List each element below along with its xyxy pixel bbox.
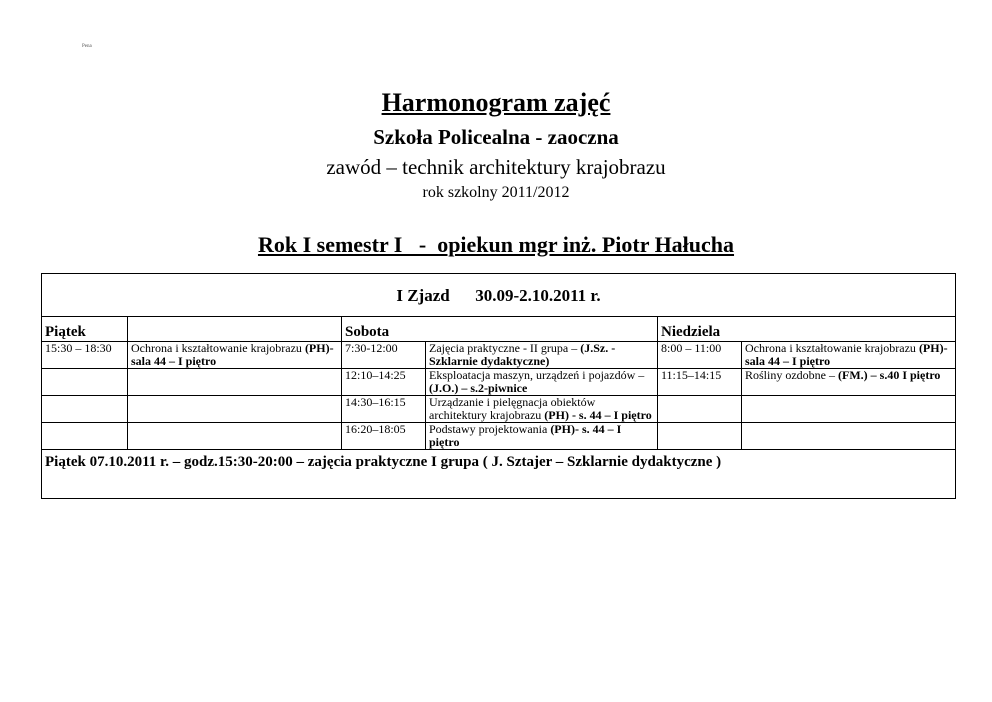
saturday-time: 7:30-12:00: [342, 342, 426, 369]
saturday-subject: Eksploatacja maszyn, urządzeń i pojazdów – (J.O.) – s.2-piwnice: [426, 369, 658, 396]
table-row: [42, 423, 956, 450]
day-friday: Piątek: [42, 317, 128, 342]
saturday-time: 16:20–18:05: [342, 423, 426, 450]
table-row: [42, 369, 956, 396]
profession: zawód – technik architektury krajobrazu: [326, 155, 666, 179]
school-year: rok szkolny 2011/2012: [422, 184, 570, 201]
footer-row: [42, 450, 956, 499]
school-name: Szkoła Policealna - zaoczna: [373, 125, 619, 149]
sunday-time: 8:00 – 11:00: [658, 342, 742, 369]
semester-heading: Rok I semestr I - opiekun mgr inż. Piotr Hałucha: [257, 232, 735, 257]
friday-subject: Ochrona i kształtowanie krajobrazu (PH)-sala 44 – I piętro: [128, 342, 342, 369]
day-sunday: Niedziela: [658, 317, 956, 342]
corner-mark: Pena: [82, 44, 92, 49]
sunday-time: 11:15–14:15: [658, 369, 742, 396]
saturday-time: 12:10–14:25: [342, 369, 426, 396]
saturday-subject: Podstawy projektowania (PH)- s. 44 – I piętro: [426, 423, 658, 450]
saturday-subject: Zajęcia praktyczne - II grupa – (J.Sz. - Szklarnie dydaktyczne): [426, 342, 658, 369]
saturday-subject: Urządzanie i pielęgnacja obiektów architektury krajobrazu (PH) - s. 44 – I piętro: [426, 396, 658, 423]
zjazd-row: [42, 274, 956, 317]
table-row: [42, 396, 956, 423]
day-friday-empty: [128, 317, 342, 342]
day-header-row: [42, 317, 956, 342]
table-row: [42, 342, 956, 369]
day-saturday: Sobota: [342, 317, 658, 342]
sunday-subject: Rośliny ozdobne – (FM.) – s.40 I piętro: [742, 369, 956, 396]
sunday-subject: Ochrona i kształtowanie krajobrazu (PH)-sala 44 – I piętro: [742, 342, 956, 369]
saturday-time: 14:30–16:15: [342, 396, 426, 423]
schedule-table: [41, 273, 956, 499]
friday-time: 15:30 – 18:30: [42, 342, 128, 369]
zjazd-dates: I Zjazd 30.09-2.10.2011 r.: [42, 274, 956, 317]
footer-note: Piątek 07.10.2011 r. – godz.15:30-20:00 – zajęcia praktyczne I grupa ( J. Sztajer – Szklarnie dydaktyczne ): [42, 450, 956, 499]
page-title: Harmonogram zajęć: [381, 88, 611, 117]
